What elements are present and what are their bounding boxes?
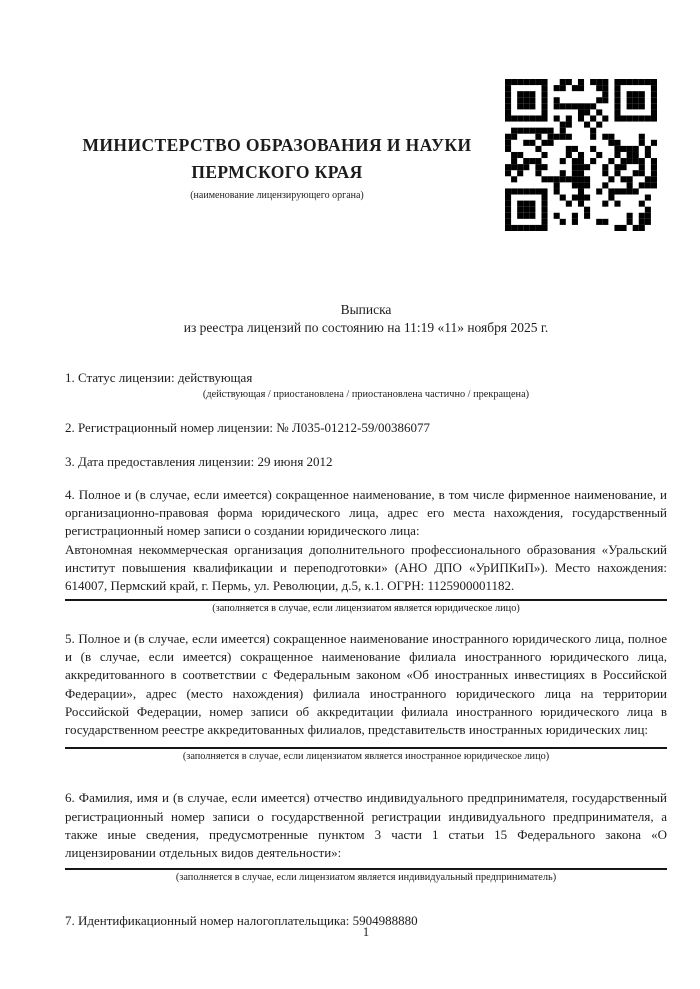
license-status-text: 1. Статус лицензии: действующая	[65, 370, 253, 385]
individual-entrepreneur-question: 6. Фамилия, имя и (в случае, если имеется) отчество индивидуального предпринимателя, государственный регистрационный номер записи о государственной регистрации индивидуального предпринимателя, а также иные сведения, предусмотренные пунктом 3 части 1 статьи 15 Федерального закона «О лицензировании отдельных видов деятельности»:	[65, 790, 667, 861]
fill-line	[65, 868, 667, 870]
document-title-line1: Выписка	[340, 302, 392, 317]
item-foreign-entity	[65, 630, 667, 764]
grant-date-text: 3. Дата предоставления лицензии: 29 июня 2012	[65, 453, 333, 469]
legal-entity-answer: Автономная некоммерческая организация дополнительного профессионального образования «Уральский институт повышения квалификации и переподготовки» (АНО ДПО «УрИПКиП»). Место нахождения: 614007, Пермский край, г. Пермь, ул. Революции, д.5, к.1. ОГРН: 1125900001182.	[65, 541, 667, 594]
item-legal-entity	[65, 486, 667, 615]
license-status-options-caption: (действующая / приостановлена / приостановлена частично / прекращена)	[202, 389, 530, 401]
individual-entrepreneur-caption: (заполняется в случае, если лицензиатом является индивидуальный предприниматель)	[175, 871, 557, 883]
qr-code-icon	[505, 79, 657, 231]
licensing-authority-caption: (наименование лицензирующего органа)	[190, 190, 364, 201]
legal-entity-caption: (заполняется в случае, если лицензиатом является юридическое лицо)	[212, 602, 520, 614]
licensing-authority-name-line1: МИНИСТЕРСТВО ОБРАЗОВАНИЯ И НАУКИ	[82, 135, 472, 155]
legal-entity-question: 4. Полное и (в случае, если имеется) сокращенное наименование, в том числе фирменное наименование, и организационно-правовая форма юридического лица, адрес его места нахождения, государственный регистрационный номер записи о создании юридического лица:	[65, 486, 667, 539]
item-registration-number	[65, 419, 667, 437]
foreign-entity-caption: (заполняется в случае, если лицензиатом является иностранное юридическое лицо)	[182, 751, 550, 763]
document-body	[65, 301, 667, 930]
fill-line	[65, 599, 667, 601]
taxpayer-number-text: 7. Идентификационный номер налогоплательщика: 5904988880	[65, 912, 418, 928]
licensing-authority-name-line2: ПЕРМСКОГО КРАЯ	[191, 162, 363, 182]
item-grant-date	[65, 453, 667, 471]
fill-line	[65, 747, 667, 749]
item-license-status	[65, 369, 667, 401]
document-title	[65, 301, 667, 336]
page-number: 1	[362, 925, 370, 939]
licensing-authority-name	[40, 132, 514, 186]
document-title-line2: из реестра лицензий по состоянию на 11:19 «11» ноября 2025 г.	[183, 319, 549, 335]
foreign-entity-question: 5. Полное и (в случае, если имеется) сокращенное наименование иностранного юридического лица, полное и (в случае, если имеется) сокращенное наименование филиала иностранного юридического лица, аккредитованного в соответствии с Федеральным законом «Об иностранных инвестициях в Российской Федерации», адрес (место нахождения) филиала иностранного юридического лица на территории Российской Федерации, номер записи об аккредитации филиала иностранного юридического лица в государственном реестре аккредитованных филиалов, представительств иностранных юридических лиц:	[65, 630, 667, 738]
header	[40, 132, 514, 202]
registration-number-text: 2. Регистрационный номер лицензии: № Л035-01212-59/00386077	[65, 420, 431, 436]
item-individual-entrepreneur	[65, 789, 667, 883]
